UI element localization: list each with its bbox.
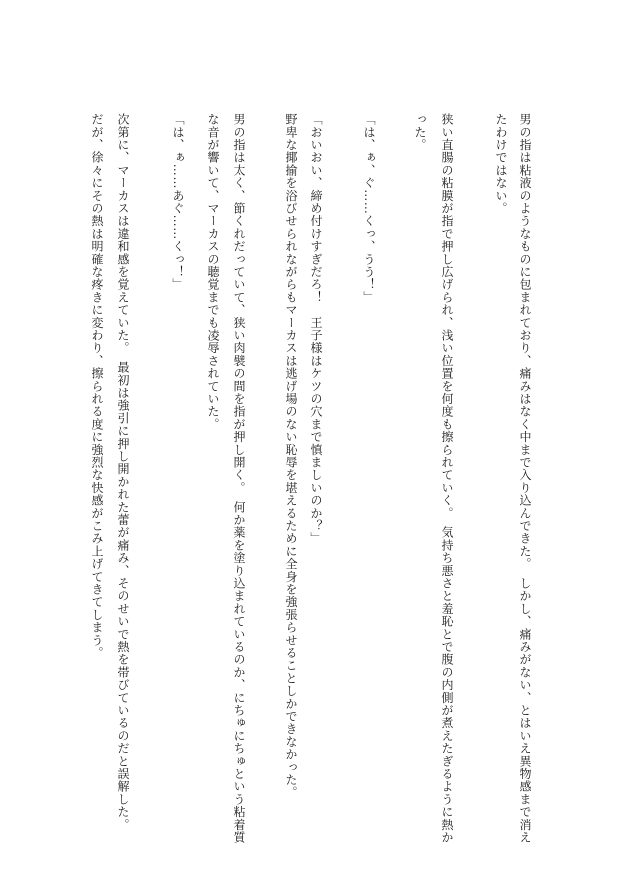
text-column-4: った。 xyxy=(413,113,427,152)
text-column-8: 次第に、マーカスは違和感を覚えていた。 最初は強引に押し開かれた蕾が痛み、そのせいで熱を帯びているのだと誤解した。 xyxy=(116,113,130,831)
dialogue-column-3: 「は、ぁ……あぐ……くっ！」 xyxy=(171,113,185,291)
text-column-1: 男の指は粘液のようなものに包まれており、痛みはなく中まで入り込んできた。 しかし、痛みがない、とはいえ異物感まで消え xyxy=(518,113,532,844)
text-column-5: 野卑な揶揄を浴びせられながらもマーカスは逃げ場のない恥辱を堪えるために全身を強張らせることしかできなかった。 xyxy=(284,113,298,799)
text-column-6: 男の指は太く、節くれだっていて、狭い肉襞の間を指が押し開く。 何か薬を塗り込まれているのか、にちゅにちゅという粘着質 xyxy=(232,113,246,844)
dialogue-column-1: 「は、ぁ、ぐ……くっ、うう！」 xyxy=(362,113,376,304)
text-column-2: たわけではない。 xyxy=(494,113,508,215)
text-column-7: な音が響いて、マーカスの聴覚までも凌辱されていた。 xyxy=(206,113,220,431)
text-column-3: 狭い直腸の粘膜が指で押し広げられ、浅い位置を何度も擦られていく。 気持ち悪さと羞恥とで腹の内側が煮えたぎるように熱か xyxy=(440,113,454,844)
dialogue-column-2: 「おいおい、締め付けすぎだろ！ 王子様はケツの穴まで慎ましいのか？」 xyxy=(309,113,323,545)
text-column-9: だが、徐々にその熱は明確な疼きに変わり、擦られる度に強烈な快感がこみ上げてきてしまう。 xyxy=(90,113,104,660)
